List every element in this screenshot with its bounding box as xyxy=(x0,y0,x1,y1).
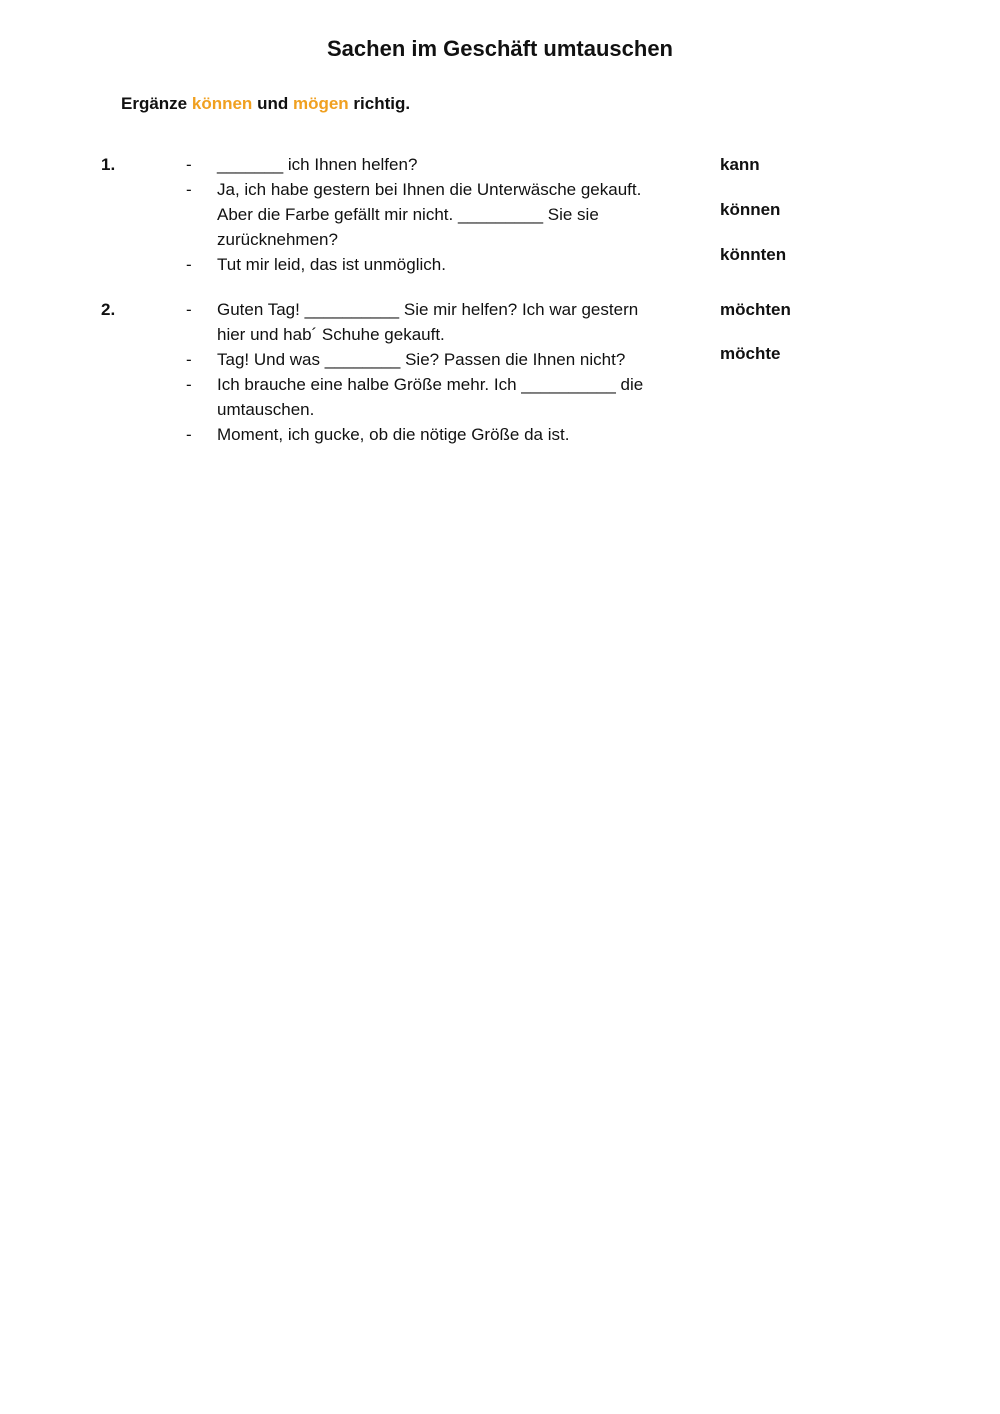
page-title: Sachen im Geschäft umtauschen xyxy=(327,36,673,61)
line-text: Tag! Und was ________ Sie? Passen die Ihnen nicht? xyxy=(217,350,626,369)
dash: - xyxy=(186,375,192,394)
exercise-line xyxy=(0,152,1000,177)
dash: - xyxy=(186,350,192,369)
instruction-mid: und xyxy=(257,94,289,113)
exercise-line xyxy=(0,372,1000,397)
exercise-number: 2. xyxy=(101,300,116,319)
exercise-line xyxy=(0,227,1000,252)
line-text: Ja, ich habe gestern bei Ihnen die Unterwäsche gekauft. xyxy=(217,180,642,199)
line-text: hier und hab´ Schuhe gekauft. xyxy=(217,325,445,344)
exercise-line xyxy=(0,422,1000,447)
dash: - xyxy=(186,425,192,444)
exercise-number: 1. xyxy=(101,155,116,174)
exercise-line xyxy=(0,252,1000,277)
exercise-line xyxy=(0,397,1000,422)
line-text: Guten Tag! __________ Sie mir helfen? Ich war gestern xyxy=(217,300,639,319)
instruction-prefix: Ergänze xyxy=(121,94,188,113)
line-text: Ich brauche eine halbe Größe mehr. Ich __________ die xyxy=(217,375,644,394)
line-text: Aber die Farbe gefällt mir nicht. _________ Sie sie xyxy=(217,205,599,224)
instruction-suffix: richtig. xyxy=(353,94,411,113)
exercise-line xyxy=(0,322,1000,347)
line-text: _______ ich Ihnen helfen? xyxy=(217,155,418,174)
instruction-word-koennen: können xyxy=(191,94,253,113)
dash: - xyxy=(186,180,192,199)
dash: - xyxy=(186,255,192,274)
line-text: Tut mir leid, das ist unmöglich. xyxy=(217,255,446,274)
exercise-line xyxy=(0,202,1000,227)
line-text: umtauschen. xyxy=(217,400,315,419)
instruction xyxy=(121,94,410,114)
exercise-line xyxy=(0,297,1000,322)
line-text: Moment, ich gucke, ob die nötige Größe da ist. xyxy=(217,425,570,444)
dash: - xyxy=(186,155,192,174)
word-bank-item: möchten xyxy=(720,300,791,319)
instruction-word-moegen: mögen xyxy=(292,94,349,113)
word-bank-item: könnten xyxy=(720,245,787,264)
dash: - xyxy=(186,300,192,319)
word-bank-item: kann xyxy=(720,155,760,174)
word-bank-item: können xyxy=(720,200,781,219)
line-text: zurücknehmen? xyxy=(217,230,338,249)
exercise-line xyxy=(0,177,1000,202)
exercise-line xyxy=(0,347,1000,372)
word-bank-item: möchte xyxy=(720,344,781,363)
